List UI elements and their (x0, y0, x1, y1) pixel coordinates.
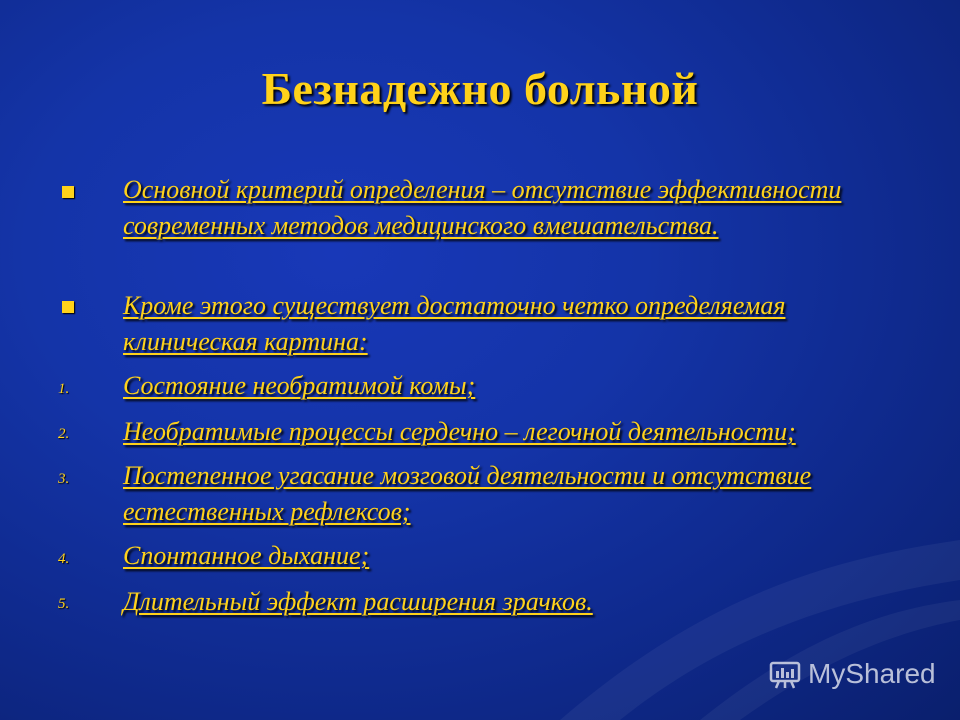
list-item-text: Необратимые процессы сердечно – легочной деятельности; (123, 417, 796, 446)
square-bullet-icon (62, 186, 74, 198)
watermark-text: MyShared (808, 658, 936, 689)
list-item-number: 5. (58, 596, 70, 612)
list-item-number: 1. (58, 381, 70, 397)
list-item-text: Постепенное угасание мозговой деятельности и отсутствие естественных рефлексов; (123, 461, 812, 526)
list-item-number: 3. (58, 471, 70, 487)
myshared-logo-icon (768, 657, 802, 691)
list-item-text: Кроме этого существует достаточно четко определяемая клиническая картина: (123, 291, 786, 356)
list-item-number: 2. (58, 426, 70, 442)
list-item-text: Состояние необратимой комы; (123, 371, 476, 400)
list-item-text: Спонтанное дыхание; (123, 541, 370, 570)
list-item-number: 4. (58, 551, 70, 567)
square-bullet-icon (62, 301, 74, 313)
slide-title: Безнадежно больной (261, 63, 699, 114)
list-item-text: Длительный эффект расширения зрачков. (123, 587, 593, 616)
list-item-text: Основной критерий определения – отсутствие эффективности современных методов медицинского вмешательства. (123, 175, 842, 240)
watermark (768, 656, 936, 692)
